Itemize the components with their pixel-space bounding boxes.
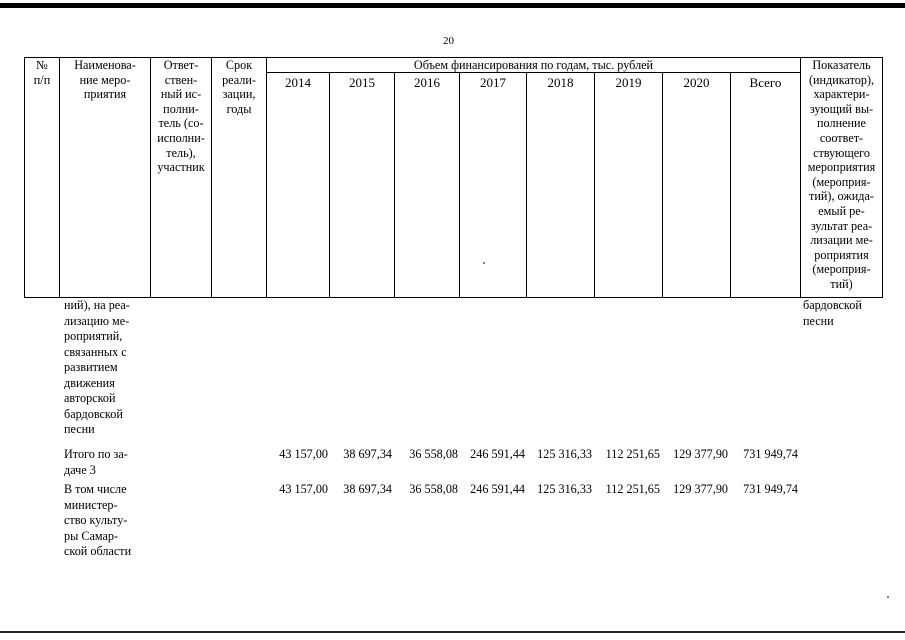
row-total-2019: 112 251,65 bbox=[605, 447, 660, 461]
row-total-2015: 38 697,34 bbox=[343, 447, 392, 461]
row-total-sum: 731 949,74 bbox=[743, 447, 798, 461]
header-total: Всего bbox=[749, 75, 782, 90]
header-year-2015: 2015 bbox=[349, 75, 375, 90]
header-number-col: № п/п bbox=[33, 58, 51, 87]
row-total-2017: 246 591,44 bbox=[470, 447, 525, 461]
continued-row-indicator: бардовской песни bbox=[803, 298, 862, 328]
header-year-2014: 2014 bbox=[285, 75, 311, 90]
header-year-2017: 2017 bbox=[480, 75, 506, 90]
row-ministry-sum: 731 949,74 bbox=[743, 482, 798, 496]
row-ministry-2015: 38 697,34 bbox=[343, 482, 392, 496]
row-ministry-2020: 129 377,90 bbox=[673, 482, 728, 496]
header-year-2019: 2019 bbox=[615, 75, 642, 90]
header-responsible-col: Ответ- ствен- ный ис- полни- тель (со- исполни- тель), участник bbox=[157, 58, 205, 175]
header-name-col: Наименова- ние меро- приятия bbox=[74, 58, 136, 102]
continued-row-name: ний), на реа- лизацию ме- роприятий, связанных с развитием движения авторской бардовской песни bbox=[64, 298, 130, 436]
page-number: 20 bbox=[443, 35, 454, 47]
header-table-grid bbox=[0, 0, 905, 300]
header-term-col: Срок реали- зации, годы bbox=[222, 58, 256, 116]
header-year-2016: 2016 bbox=[414, 75, 440, 90]
scan-speck bbox=[887, 596, 889, 598]
row-total-2020: 129 377,90 bbox=[673, 447, 728, 461]
row-ministry-name: В том числе министер- ство культу- ры Самар- ской области bbox=[64, 482, 132, 558]
row-total-2014: 43 157,00 bbox=[279, 447, 328, 461]
header-year-2018: 2018 bbox=[547, 75, 574, 90]
header-year-2020: 2020 bbox=[683, 75, 710, 90]
row-ministry-2017: 246 591,44 bbox=[470, 482, 525, 496]
row-total-task-name: Итого по за- даче 3 bbox=[64, 447, 128, 477]
row-ministry-2019: 112 251,65 bbox=[605, 482, 660, 496]
row-total-2018: 125 316,33 bbox=[537, 447, 592, 461]
bottom-border-rule bbox=[0, 631, 905, 633]
scan-speck bbox=[483, 262, 485, 264]
row-ministry-2014: 43 157,00 bbox=[279, 482, 328, 496]
row-total-2016: 36 558,08 bbox=[409, 447, 458, 461]
row-ministry-2018: 125 316,33 bbox=[537, 482, 592, 496]
row-ministry-2016: 36 558,08 bbox=[409, 482, 458, 496]
header-indicator-col: Показатель (индикатор), характери- зующий вы- полнение соответ- ствующего мероприятия (мероприя- тий), ожида- емый ре- зультат реа- лизации ме- роприятия (мероприя- тий) bbox=[807, 58, 876, 291]
header-volume-title: Объем финансирования по годам, тыс. рублей bbox=[413, 58, 654, 72]
